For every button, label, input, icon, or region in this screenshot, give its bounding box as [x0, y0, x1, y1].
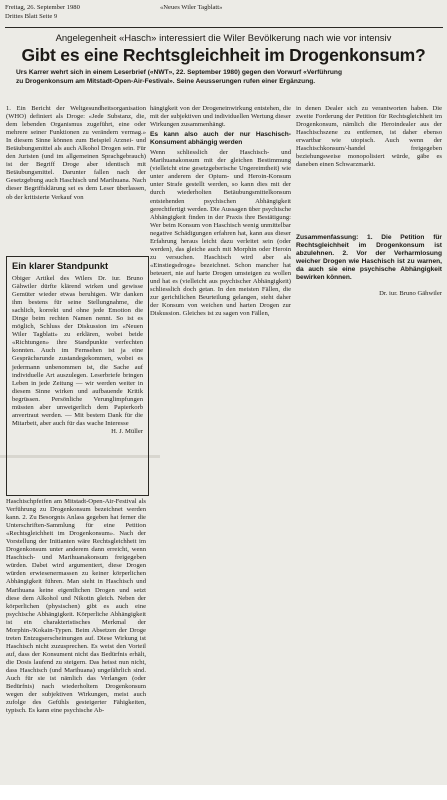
box-signature-row [12, 428, 143, 436]
header-date: Freitag, 26. September 1980 [5, 4, 80, 11]
column-1-top [6, 105, 146, 255]
article-headline: Gibt es eine Rechtsgleichheit im Drogenkonsum? [21, 45, 426, 65]
kicker-line: Angelegenheit «Hasch» interessiert die Wiler Bevölkerung nach wie vor intensiv [55, 33, 392, 44]
box-signature: H. J. Müller [111, 427, 143, 435]
box-text: Obiger Artikel des Wilers Dr. iur. Bruno Gähwiler dürfte klärend wirken und gewisse Gemüter wieder etwas beruhigen. Wir danken ihm bestens für seine Stellungnahme, die sachlich, korrekt und ohne jede Emotion die Dinge beim rechten Namen nennt. So ist es möglich, Schluss der Diskussion im «Neuen Wiler Tagblatt» zu erklären, wobei beide «Richtungen» ihre Standpunkte verfechten konnten. Auch im Fernsehen ist ja eine Gesprächsrunde zustandegekommen, wobei es jedermann unbenommen ist, die Sache auf individuelle Art auszulegen. Leserbriefe bringen Leben in jede Zeitung — wir werden weiter in diesem Sinne wirken und aufbauende Kritik begrüssen. Persönliche Verunglimpfungen müssten aber unweigerlich dem Papierkorb anvertraut werden. — Mit bestem Dank für die Mitarbeit, aber auch für das wache Interesse [12, 275, 143, 427]
header-newspaper: «Neues Wiler Tagblatt» [160, 4, 223, 11]
paragraph: in denen Dealer sich zu verantworten haben. Die zweite Forderung der Petition für Rechtsgleichheit im Drogenkonsum, nämlich die Heroindealer aus der Haschischszene zu entfernen, ist daher ebenso erwartbar wie utopisch. Auch wenn der Haschischkonsum/-handel freigegeben beziehungsweise monopolisiert würde, gäbe es daneben einen Schwarzmarkt. [296, 105, 442, 169]
column-3 [296, 105, 442, 233]
article-lead: Urs Karrer wehrt sich in einem Leserbrief («NWT», 22. September 1980) gegen den Vorwurf «Verführung zu Drogenkonsum am Mitstadt-Open-Air-Festival». Seine Aeusserungen rufen einer Ergänzung. [16, 69, 342, 85]
paragraph: hängigkeit von der Drogeneinwirkung entstehen, die mit der subjektiven und individuellen Wertung dieser Wirkungen zusammenhängt. [150, 105, 291, 129]
header-rule [5, 27, 443, 28]
box-title: Ein klarer Standpunkt [12, 261, 109, 271]
column-2 [150, 105, 291, 445]
paragraph: Wenn schliesslich der Haschisch- und Marihuanakonsum mit der gleichen Bestimmung (vielleicht eine gesetzgeberische Ungereimtheit) wie unter anderem der Opium- und Heroin-Konsum unter Strafe gestellt werden, so kann dies mit der durch wiederholten Betäubungsmittelkonsum entstehenden psychischen Abhängigkeit gerechtfertigt werden. Die Aussagen über psychische Abhängigkeit finden in der Praxis ihre Bestätigung: Wer beim Konsum von Haschisch wenig unmittelbar negative Schädigungen erfahren hat, kann aus dieser Erfahrung heraus leicht dazu verleitet sein (oder werden), das gleiche auch mit Morphin oder Heroin zu versuchen. Haschisch wird aber als «Einstiegsdroge» bezeichnet. Schon mancher hat beteuert, nie auf harte Drogen umsteigen zu wollen und hat es (vielleicht aus psychischer Abhängigkeit) schliesslich doch getan. In den meisten Fällen, die zur gerichtlichen Beurteilung gelangen, steht daher der Konsum von weichen und harten Drogen zur Diskussion. Gleiches ist zu sagen von Fällen, [150, 149, 291, 318]
subheading: Es kann also auch der nur Haschisch-Konsument abhängig werden [150, 131, 291, 147]
author-byline: Dr. iur. Bruno Gähwiler [379, 290, 442, 297]
header-section: Drittes Blatt Seite 9 [5, 13, 58, 20]
editor-note-box [6, 256, 149, 496]
paragraph: 1. Ein Bericht der Weltgesundheitsorganisation (WHO) definiert als Droge: «Jede Substanz, die, dem lebenden Organismus zugeführt, eine oder mehrere seiner Funktionen zu verändern vermag.» In diesem Sinne können zum Beispiel Arznei- und Betäubungsmittel als auch Alkohol Drogen sein. Für den Juristen (und im allgemeinen Sprachgebrauch) ist der Begriff Droge aber identisch mit Betäubungsmittel. Darunter fallen nach der Gesetzgebung auch Haschisch und Marihuana. Nach dieser Begriffsklärung sei es dem Leser überlassen, ob der kritisierte Verkauf von [6, 105, 146, 201]
summary-text: Zusammenfassung: 1. Die Petition für Rechtsgleichheit im Drogenkonsum ist abzulehnen. 2. Vor der Verharmlosung weicher Drogen wie Haschisch ist zu warnen, da auch sie eine psychische Abhängigkeit bewirken können. [296, 234, 442, 282]
column-1-bottom [6, 498, 146, 798]
paragraph: Haschischpfeifen am Mitstadt-Open-Air-Festival als Verführung zu Drogenkonsum bezeichnet werden kann. 2. Zu Besorgnis Anlass gegeben hat ferner die Unterschriften-Sammlung für eine Petition «Rechtsgleichheit im Drogenkonsum». Nach der Vorstellung der Initianten wäre Rechtsgleichheit im Drogenkonsum unter anderem dann erreicht, wenn Haschisch- und Marihuanakonsum freigegeben würden. Dabei wird argumentiert, diese Drogen würden erwiesenermassen zu keiner körperlichen Abhängigkeit führen. Man sieht in Haschisch und Marihuana keine eigentlichen Drogen und setzt diese dem Alkohol und Nikotin gleich. Neben der körperlichen (physischen) gibt es auch eine psychische Abhängigkeit. Körperliche Abhängigkeit ist ein charakteristisches Merkmal der Morphin-/Kokain-Typen. Beim Absetzen der Droge treten Entzugserscheinungen auf. Diese Wirkung ist Haschisch nicht zuzusprechen. Es weist den Vorteil auf, dass der Konsument nicht das Bedürfnis erhält, die Dosis laufend zu steigern. Das heisst nun nicht, dass Haschisch (und Marihuana) ungefährlich sind. Auch für sie ist nämlich das Verlangen (oder Bedürfnis) nach wiederholtem Drogenkonsum wegen der subjektiven Wirkungen, meist auch zufolge des Gefühls gesteigerter Fähigkeiten, typisch. Es kann eine psychische Ab- [6, 498, 146, 715]
